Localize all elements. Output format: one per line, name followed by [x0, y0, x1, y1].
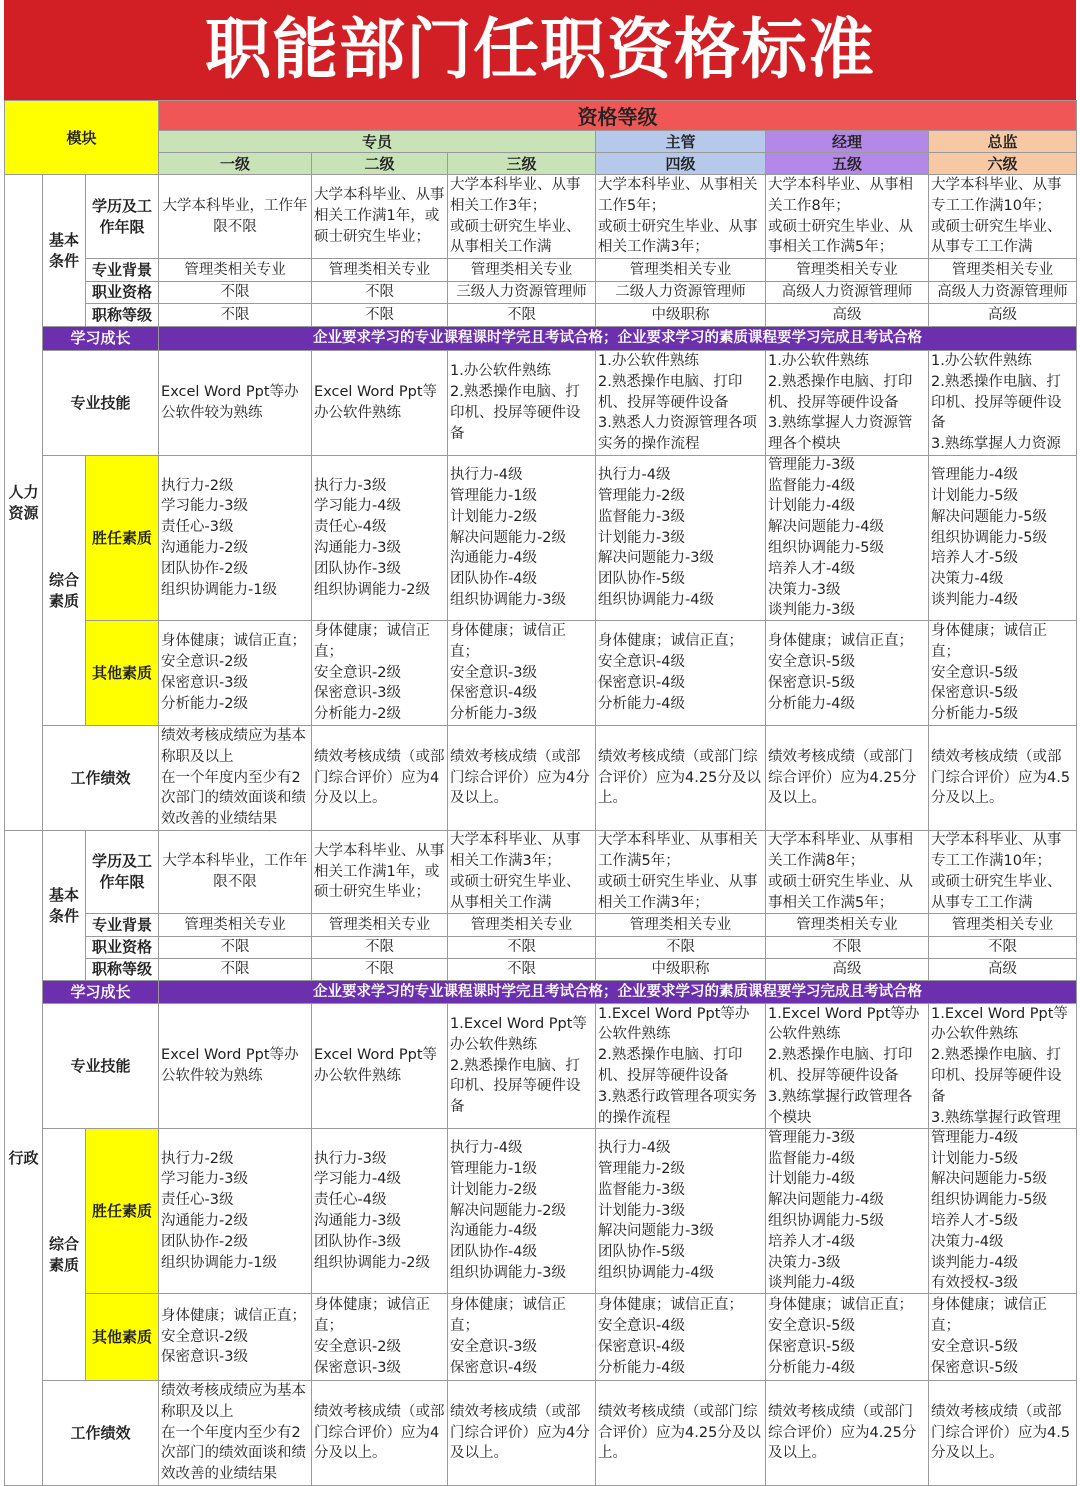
education-label — [86, 175, 159, 259]
qualification-cell — [596, 937, 766, 959]
competency-cell — [766, 456, 929, 621]
learning-growth-label — [43, 327, 159, 351]
row-competency — [5, 1129, 1077, 1294]
grade-header: 四级 — [596, 153, 766, 175]
education-cell — [159, 831, 312, 914]
major-cell — [929, 914, 1077, 937]
competency-cell — [159, 456, 312, 621]
major-cell — [929, 259, 1077, 282]
other-cell — [312, 621, 448, 726]
qualification-cell-text: 不限 — [220, 284, 250, 301]
major-label — [86, 259, 159, 282]
row-other — [5, 621, 1077, 726]
skill-label — [43, 351, 159, 456]
performance-label-text: 工作绩效 — [70, 768, 131, 787]
major-cell — [159, 914, 312, 937]
other-cell-text: 身体健康；诚信正直； 安全意识-3级 保密意识-4级 分析能力-3级 — [450, 623, 567, 723]
skill-cell-text: 1.Excel Word Ppt等办公软件熟练 2.熟悉操作电脑、打印机、投屏等硬件设备 3.熟练掌握行政管理各个模块 — [768, 1005, 920, 1126]
performance-cell-text: 绩效考核成绩（或部门综合评价）应为4.25分及以上。 — [598, 1403, 761, 1462]
performance-cell-text: 绩效考核成绩（或部门综合评价）应为4分及以上。 — [450, 748, 590, 807]
competency-cell — [312, 1129, 448, 1294]
major-cell-text: 管理类相关专业 — [328, 261, 431, 278]
competency-cell-text: 执行力-4级 管理能力-1级 计划能力-2级 解决问题能力-2级 沟通能力-4级 团队协作-4级 组织协调能力-3级 — [450, 1140, 566, 1281]
title-level-cell-text: 高级 — [832, 306, 862, 323]
skill-cell-text: 1.办公软件熟练 2.熟悉操作电脑、打印机、投屏等硬件设备 — [450, 363, 581, 442]
other-label-text: 其他素质 — [92, 663, 153, 682]
performance-label-text: 工作绩效 — [70, 1423, 131, 1442]
title-level-cell — [312, 959, 448, 981]
competency-cell — [159, 1129, 312, 1294]
other-cell — [159, 621, 312, 726]
competency-cell-text: 管理能力-4级 计划能力-5级 解决问题能力-5级 组织协调能力-5级 培养人才-5级 决策力-4级 谈判能力-4级 — [931, 467, 1047, 608]
education-cell — [312, 175, 448, 259]
other-cell-text: 身体健康；诚信正直； 安全意识-4级 保密意识-4级 分析能力-4级 — [598, 1297, 744, 1376]
competency-cell-text: 执行力-2级 学习能力-3级 责任心-3级 沟通能力-2级 团队协作-2级 组织协调能力-1级 — [161, 477, 277, 598]
row-title-level — [5, 304, 1077, 327]
skill-cell-text: 1.办公软件熟练 2.熟悉操作电脑、打印机、投屏等硬件设备 3.熟悉人力资源管理各项实务的操作流程 — [598, 353, 757, 453]
skill-cell — [159, 351, 312, 456]
major-cell — [766, 914, 929, 937]
grade-header: 一级 — [159, 153, 312, 175]
major-cell — [448, 259, 596, 282]
education-cell — [596, 175, 766, 259]
competency-label-text: 胜任素质 — [92, 1201, 153, 1220]
qualification-cell-text: 不限 — [666, 939, 696, 956]
performance-cell-text: 绩效考核成绩应为基本称职及以上 在一个年度内至少有2次部门的绩效面谈和绩效改善的业绩结果 — [161, 1383, 307, 1483]
competency-cell-text: 执行力-4级 管理能力-1级 计划能力-2级 解决问题能力-2级 沟通能力-4级 团队协作-4级 组织协调能力-3级 — [450, 467, 566, 608]
major-cell — [312, 259, 448, 282]
other-cell — [929, 621, 1077, 726]
major-cell-text: 管理类相关专业 — [470, 261, 573, 278]
competency-cell — [929, 1129, 1077, 1294]
row-qualification — [5, 282, 1077, 304]
other-cell — [929, 1294, 1077, 1381]
title-level-cell-text: 高级 — [832, 961, 862, 978]
learning-growth-text-text: 企业要求学习的专业课程课时学完且考试合格；企业要求学习的素质课程要学习完成且考试合格 — [313, 330, 923, 347]
qualification-label — [86, 282, 159, 304]
other-cell — [159, 1294, 312, 1381]
qualification-cell-text: 二级人力资源管理师 — [615, 284, 746, 301]
skill-cell — [312, 351, 448, 456]
education-cell-text: 大学本科毕业，工作年限不限 — [162, 853, 308, 890]
education-cell — [159, 175, 312, 259]
skill-cell — [159, 1004, 312, 1129]
qualification-cell-text: 不限 — [365, 284, 395, 301]
row-qualification — [5, 937, 1077, 959]
education-cell-text: 大学本科毕业、从事专工工作满10年； 或硕士研究生毕业、从事专工工作满 — [931, 832, 1062, 911]
title-level-cell — [159, 304, 312, 327]
qualification-cell — [159, 937, 312, 959]
major-cell-text: 管理类相关专业 — [796, 261, 898, 278]
learning-growth-text — [159, 981, 1077, 1004]
skill-cell-text: 1.办公软件熟练 2.熟悉操作电脑、打印机、投屏等硬件设备 3.熟练掌握人力资源管理各个模块 — [768, 353, 913, 453]
skill-cell-text: Excel Word Ppt等办公软件熟练 — [314, 1047, 438, 1084]
other-cell — [448, 621, 596, 726]
other-cell-text: 身体健康；诚信正直； 安全意识-2级 保密意识-3级 — [314, 1297, 431, 1376]
skill-cell-text: Excel Word Ppt等办公软件熟练 — [314, 384, 438, 421]
skill-label-text: 专业技能 — [70, 1056, 131, 1075]
other-cell-text: 身体健康；诚信正直； 安全意识-2级 保密意识-3级 分析能力-2级 — [314, 623, 431, 723]
major-cell-text: 管理类相关专业 — [629, 916, 732, 933]
competency-cell — [596, 456, 766, 621]
education-cell-text: 大学本科毕业、从事专工工作满10年； 或硕士研究生毕业、从事专工工作满 — [931, 176, 1062, 256]
competency-cell — [312, 456, 448, 621]
competency-cell — [448, 456, 596, 621]
other-cell — [596, 621, 766, 726]
qualification-cell — [766, 282, 929, 304]
qualification-cell-text: 不限 — [988, 939, 1018, 956]
competency-cell — [596, 1129, 766, 1294]
row-competency — [5, 456, 1077, 621]
education-cell-text: 大学本科毕业，工作年限不限 — [162, 197, 308, 235]
qualification-label-text: 职业资格 — [92, 283, 153, 302]
department-label — [5, 175, 43, 831]
module-header: 模块 — [5, 101, 159, 175]
competency-cell-text: 管理能力-3级 监督能力-4级 计划能力-4级 解决问题能力-4级 组织协调能力-5级 培养人才-4级 决策力-3级 谈判能力-3级 — [768, 456, 884, 619]
grade-header: 六级 — [929, 153, 1077, 175]
performance-cell-text: 绩效考核成绩（或部门综合评价）应为4分及以上。 — [450, 1403, 590, 1462]
skill-cell-text: 1.Excel Word Ppt等办公软件熟练 2.熟悉操作电脑、打印机、投屏等硬件设备 3.熟悉行政管理各项实务的操作流程 — [598, 1005, 757, 1126]
major-cell-text: 管理类相关专业 — [629, 261, 732, 278]
performance-cell — [766, 726, 929, 831]
grade-header: 五级 — [766, 153, 929, 175]
department-label-text: 行政 — [8, 1148, 39, 1167]
department-label-text: 人力 资源 — [8, 482, 39, 522]
qualification-cell — [448, 937, 596, 959]
row-performance — [5, 1381, 1077, 1486]
learning-growth-label-text: 学习成长 — [70, 982, 131, 1001]
title-level-cell-text: 不限 — [220, 306, 250, 323]
learning-growth-text-text: 企业要求学习的专业课程课时学完且考试合格；企业要求学习的素质课程要学习完成且考试合格 — [313, 983, 923, 1000]
skill-cell-text: 1.办公软件熟练 2.熟悉操作电脑、打印机、投屏等硬件设备 3.熟练掌握人力资源 — [931, 353, 1062, 453]
skill-cell-text: Excel Word Ppt等办公软件较为熟练 — [161, 1047, 299, 1084]
title-level-cell — [448, 959, 596, 981]
performance-cell — [766, 1381, 929, 1486]
major-cell-text: 管理类相关专业 — [184, 261, 286, 278]
title-level-cell-text: 不限 — [365, 961, 395, 978]
title-level-cell — [929, 959, 1077, 981]
row-performance — [5, 726, 1077, 831]
group-header-specialist: 专员 — [159, 131, 596, 153]
department-label — [5, 831, 43, 1486]
other-cell-text: 身体健康；诚信正直； 安全意识-3级 保密意识-4级 — [450, 1297, 567, 1376]
education-cell-text: 大学本科毕业、从事相关工作8年； 或硕士研究生毕业、从事相关工作满5年； — [768, 176, 914, 256]
competency-cell-text: 执行力-2级 学习能力-3级 责任心-3级 沟通能力-2级 团队协作-2级 组织协调能力-1级 — [161, 1150, 277, 1271]
major-cell — [312, 914, 448, 937]
qualification-label — [86, 937, 159, 959]
performance-cell-text: 绩效考核成绩（或部门综合评价）应为4.25分及以上。 — [768, 1403, 917, 1462]
other-cell-text: 身体健康；诚信正直； 安全意识-5级 保密意识-5级 分析能力-4级 — [768, 633, 914, 712]
major-cell — [159, 259, 312, 282]
education-cell-text: 大学本科毕业、从事相关工作满1年，或硕士研究生毕业； — [314, 187, 445, 245]
other-label-text: 其他素质 — [92, 1327, 153, 1346]
education-cell-text: 大学本科毕业、从事相关工作5年； 或硕士研究生毕业、从事相关工作满3年； — [598, 176, 758, 256]
title-level-cell — [159, 959, 312, 981]
performance-cell — [596, 726, 766, 831]
major-cell — [596, 914, 766, 937]
skill-cell-text: 1.Excel Word Ppt等办公软件熟练 2.熟悉操作电脑、打印机、投屏等硬件设备 — [450, 1016, 587, 1116]
group-header-director: 总监 — [929, 131, 1077, 153]
competency-cell-text: 执行力-4级 管理能力-2级 监督能力-3级 计划能力-3级 解决问题能力-3级 团队协作-5级 组织协调能力-4级 — [598, 1140, 714, 1281]
title-level-cell — [929, 304, 1077, 327]
other-cell — [448, 1294, 596, 1381]
learning-growth-label-text: 学习成长 — [70, 329, 131, 348]
competency-cell — [929, 456, 1077, 621]
skill-cell — [929, 351, 1077, 456]
qualification-table — [4, 100, 1077, 1486]
competency-cell-text: 管理能力-4级 计划能力-5级 解决问题能力-5级 组织协调能力-5级 培养人才-5级 决策力-4级 谈判能力-4级 有效授权-3级 — [931, 1129, 1047, 1292]
qualification-cell — [312, 282, 448, 304]
comprehensive-quality-label-text: 综合素质 — [48, 1234, 79, 1274]
competency-cell-text: 管理能力-3级 监督能力-4级 计划能力-4级 解决问题能力-4级 组织协调能力-5级 培养人才-4级 决策力-3级 谈判能力-4级 — [768, 1129, 884, 1292]
comprehensive-quality-label-text: 综合素质 — [48, 570, 79, 610]
title-level-label — [86, 304, 159, 327]
qualification-cell — [596, 282, 766, 304]
grade-header: 二级 — [312, 153, 448, 175]
competency-cell — [448, 1129, 596, 1294]
education-cell — [312, 831, 448, 914]
row-title-level — [5, 959, 1077, 981]
education-cell-text: 大学本科毕业、从事相关工作满5年； 或硕士研究生毕业、从事相关工作满3年； — [598, 832, 758, 911]
other-cell-text: 身体健康；诚信正直； 安全意识-2级 保密意识-3级 分析能力-2级 — [161, 633, 307, 712]
other-cell-text: 身体健康；诚信正直； 安全意识-5级 保密意识-5级 — [931, 1297, 1048, 1376]
performance-cell — [159, 726, 312, 831]
performance-cell-text: 绩效考核成绩（或部门综合评价）应为4.5分及以上。 — [931, 1403, 1071, 1462]
row-major — [5, 914, 1077, 937]
row-learning — [5, 327, 1077, 351]
skill-cell-text: Excel Word Ppt等办公软件较为熟练 — [161, 384, 299, 421]
competency-cell — [766, 1129, 929, 1294]
performance-cell — [448, 1381, 596, 1486]
learning-growth-label — [43, 981, 159, 1004]
education-cell — [448, 831, 596, 914]
title-level-cell-text: 不限 — [507, 306, 537, 323]
performance-cell — [312, 726, 448, 831]
major-label-text: 专业背景 — [92, 260, 153, 279]
performance-cell-text: 绩效考核成绩（或部门综合评价）应为4.5分及以上。 — [931, 748, 1071, 807]
performance-cell-text: 绩效考核成绩（或部门综合评价）应为4.25分及以上。 — [598, 748, 761, 807]
title-level-cell-text: 不限 — [507, 961, 537, 978]
other-cell — [766, 1294, 929, 1381]
other-label — [86, 1294, 159, 1381]
qualification-cell — [929, 937, 1077, 959]
education-label-text: 学历及工作年限 — [92, 852, 153, 891]
performance-label — [43, 726, 159, 831]
basic-conditions-label — [43, 175, 86, 327]
major-cell — [448, 914, 596, 937]
qualification-level-header: 资格等级 — [159, 101, 1077, 131]
row-education — [5, 831, 1077, 914]
qualification-cell-text: 三级人力资源管理师 — [456, 284, 587, 301]
row-education — [5, 175, 1077, 259]
skill-cell — [596, 351, 766, 456]
title-level-cell-text: 不限 — [220, 961, 250, 978]
skill-cell — [766, 1004, 929, 1129]
basic-conditions-label — [43, 831, 86, 981]
title-level-cell-text: 中级职称 — [651, 306, 710, 323]
title-level-cell-text: 不限 — [365, 306, 395, 323]
other-cell-text: 身体健康；诚信正直； 安全意识-5级 保密意识-5级 分析能力-5级 — [931, 623, 1048, 723]
row-skill — [5, 1004, 1077, 1129]
skill-cell — [448, 351, 596, 456]
skill-cell — [448, 1004, 596, 1129]
education-cell-text: 大学本科毕业、从事相关工作3年； 或硕士研究生毕业、从事相关工作满 — [450, 176, 581, 256]
competency-cell-text: 执行力-3级 学习能力-4级 责任心-4级 沟通能力-3级 团队协作-3级 组织协调能力-2级 — [314, 477, 430, 598]
title-level-cell — [766, 959, 929, 981]
competency-cell-text: 执行力-3级 学习能力-4级 责任心-4级 沟通能力-3级 团队协作-3级 组织协调能力-2级 — [314, 1150, 430, 1271]
comprehensive-quality-label — [43, 456, 86, 726]
comprehensive-quality-label — [43, 1129, 86, 1381]
performance-cell — [159, 1381, 312, 1486]
qualification-cell-text: 不限 — [832, 939, 862, 956]
major-label — [86, 914, 159, 937]
skill-cell — [766, 351, 929, 456]
performance-cell — [448, 726, 596, 831]
major-label-text: 专业背景 — [92, 915, 153, 934]
title-level-cell — [312, 304, 448, 327]
learning-growth-text — [159, 327, 1077, 351]
major-cell-text: 管理类相关专业 — [470, 916, 573, 933]
row-other — [5, 1294, 1077, 1381]
competency-cell-text: 执行力-4级 管理能力-2级 监督能力-3级 计划能力-3级 解决问题能力-3级 团队协作-5级 组织协调能力-4级 — [598, 467, 714, 608]
major-cell — [766, 259, 929, 282]
qualification-cell — [766, 937, 929, 959]
qualification-label-text: 职业资格 — [92, 938, 153, 957]
competency-label — [86, 1129, 159, 1294]
skill-cell — [596, 1004, 766, 1129]
title-level-cell — [596, 304, 766, 327]
education-label-text: 学历及工作年限 — [92, 196, 153, 236]
qualification-cell — [159, 282, 312, 304]
education-cell — [766, 175, 929, 259]
title-level-cell-text: 高级 — [988, 306, 1018, 323]
other-cell-text: 身体健康；诚信正直； 安全意识-2级 保密意识-3级 — [161, 1307, 307, 1366]
title-level-cell — [448, 304, 596, 327]
title-level-cell-text: 中级职称 — [651, 961, 710, 978]
group-header-supervisor: 主管 — [596, 131, 766, 153]
major-cell-text: 管理类相关专业 — [951, 916, 1054, 933]
major-cell-text: 管理类相关专业 — [184, 916, 286, 933]
other-cell — [596, 1294, 766, 1381]
title-level-label — [86, 959, 159, 981]
major-cell-text: 管理类相关专业 — [796, 916, 898, 933]
education-cell — [929, 175, 1077, 259]
performance-cell — [929, 726, 1077, 831]
skill-label — [43, 1004, 159, 1129]
education-cell — [766, 831, 929, 914]
title-level-label-text: 职称等级 — [92, 305, 153, 324]
competency-label — [86, 456, 159, 621]
major-cell-text: 管理类相关专业 — [328, 916, 431, 933]
qualification-cell-text: 高级人力资源管理师 — [781, 284, 913, 301]
qualification-cell-text: 不限 — [220, 939, 250, 956]
education-label — [86, 831, 159, 914]
title-level-cell — [766, 304, 929, 327]
basic-conditions-label-text: 基本条件 — [48, 885, 79, 925]
group-header-manager: 经理 — [766, 131, 929, 153]
qualification-cell — [448, 282, 596, 304]
education-cell — [929, 831, 1077, 914]
performance-cell — [312, 1381, 448, 1486]
grade-header: 三级 — [448, 153, 596, 175]
performance-cell-text: 绩效考核成绩（或部门综合评价）应为4分及以上。 — [314, 748, 445, 807]
title-level-label-text: 职称等级 — [92, 960, 153, 979]
performance-cell — [596, 1381, 766, 1486]
performance-cell-text: 绩效考核成绩（或部门综合评价）应为4.25分及以上。 — [768, 748, 917, 807]
education-cell — [448, 175, 596, 259]
skill-label-text: 专业技能 — [70, 393, 131, 412]
other-cell-text: 身体健康；诚信正直； 安全意识-4级 保密意识-4级 分析能力-4级 — [598, 633, 744, 712]
title-level-cell-text: 高级 — [988, 961, 1018, 978]
major-cell-text: 管理类相关专业 — [951, 261, 1054, 278]
qualification-cell-text: 不限 — [365, 939, 395, 956]
other-cell-text: 身体健康；诚信正直； 安全意识-5级 保密意识-5级 分析能力-4级 — [768, 1297, 914, 1376]
title-level-cell — [596, 959, 766, 981]
major-cell — [596, 259, 766, 282]
education-cell — [596, 831, 766, 914]
qualification-cell-text: 不限 — [507, 939, 537, 956]
education-cell-text: 大学本科毕业、从事相关工作满8年； 或硕士研究生毕业、从事相关工作满5年； — [768, 832, 914, 911]
qualification-cell — [929, 282, 1077, 304]
qualification-cell-text: 高级人力资源管理师 — [937, 284, 1068, 301]
skill-cell-text: 1.Excel Word Ppt等办公软件熟练 2.熟悉操作电脑、打印机、投屏等硬件设备 3.熟练掌握行政管理 — [931, 1005, 1068, 1126]
qualification-cell — [312, 937, 448, 959]
skill-cell — [312, 1004, 448, 1129]
row-learning — [5, 981, 1077, 1004]
education-cell-text: 大学本科毕业、从事相关工作满3年； 或硕士研究生毕业、从事相关工作满 — [450, 832, 581, 911]
row-skill — [5, 351, 1077, 456]
performance-cell-text: 绩效考核成绩（或部门综合评价）应为4分及以上。 — [314, 1403, 445, 1462]
row-major — [5, 259, 1077, 282]
performance-cell — [929, 1381, 1077, 1486]
performance-label — [43, 1381, 159, 1486]
education-cell-text: 大学本科毕业、从事相关工作满1年，或硕士研究生毕业； — [314, 842, 445, 901]
page-title: 职能部门任职资格标准 — [4, 0, 1076, 100]
other-cell — [312, 1294, 448, 1381]
competency-label-text: 胜任素质 — [92, 528, 153, 547]
other-cell — [766, 621, 929, 726]
other-label — [86, 621, 159, 726]
skill-cell — [929, 1004, 1077, 1129]
performance-cell-text: 绩效考核成绩应为基本称职及以上 在一个年度内至少有2次部门的绩效面谈和绩效改善的业绩结果 — [161, 728, 307, 828]
basic-conditions-label-text: 基本条件 — [48, 230, 79, 270]
